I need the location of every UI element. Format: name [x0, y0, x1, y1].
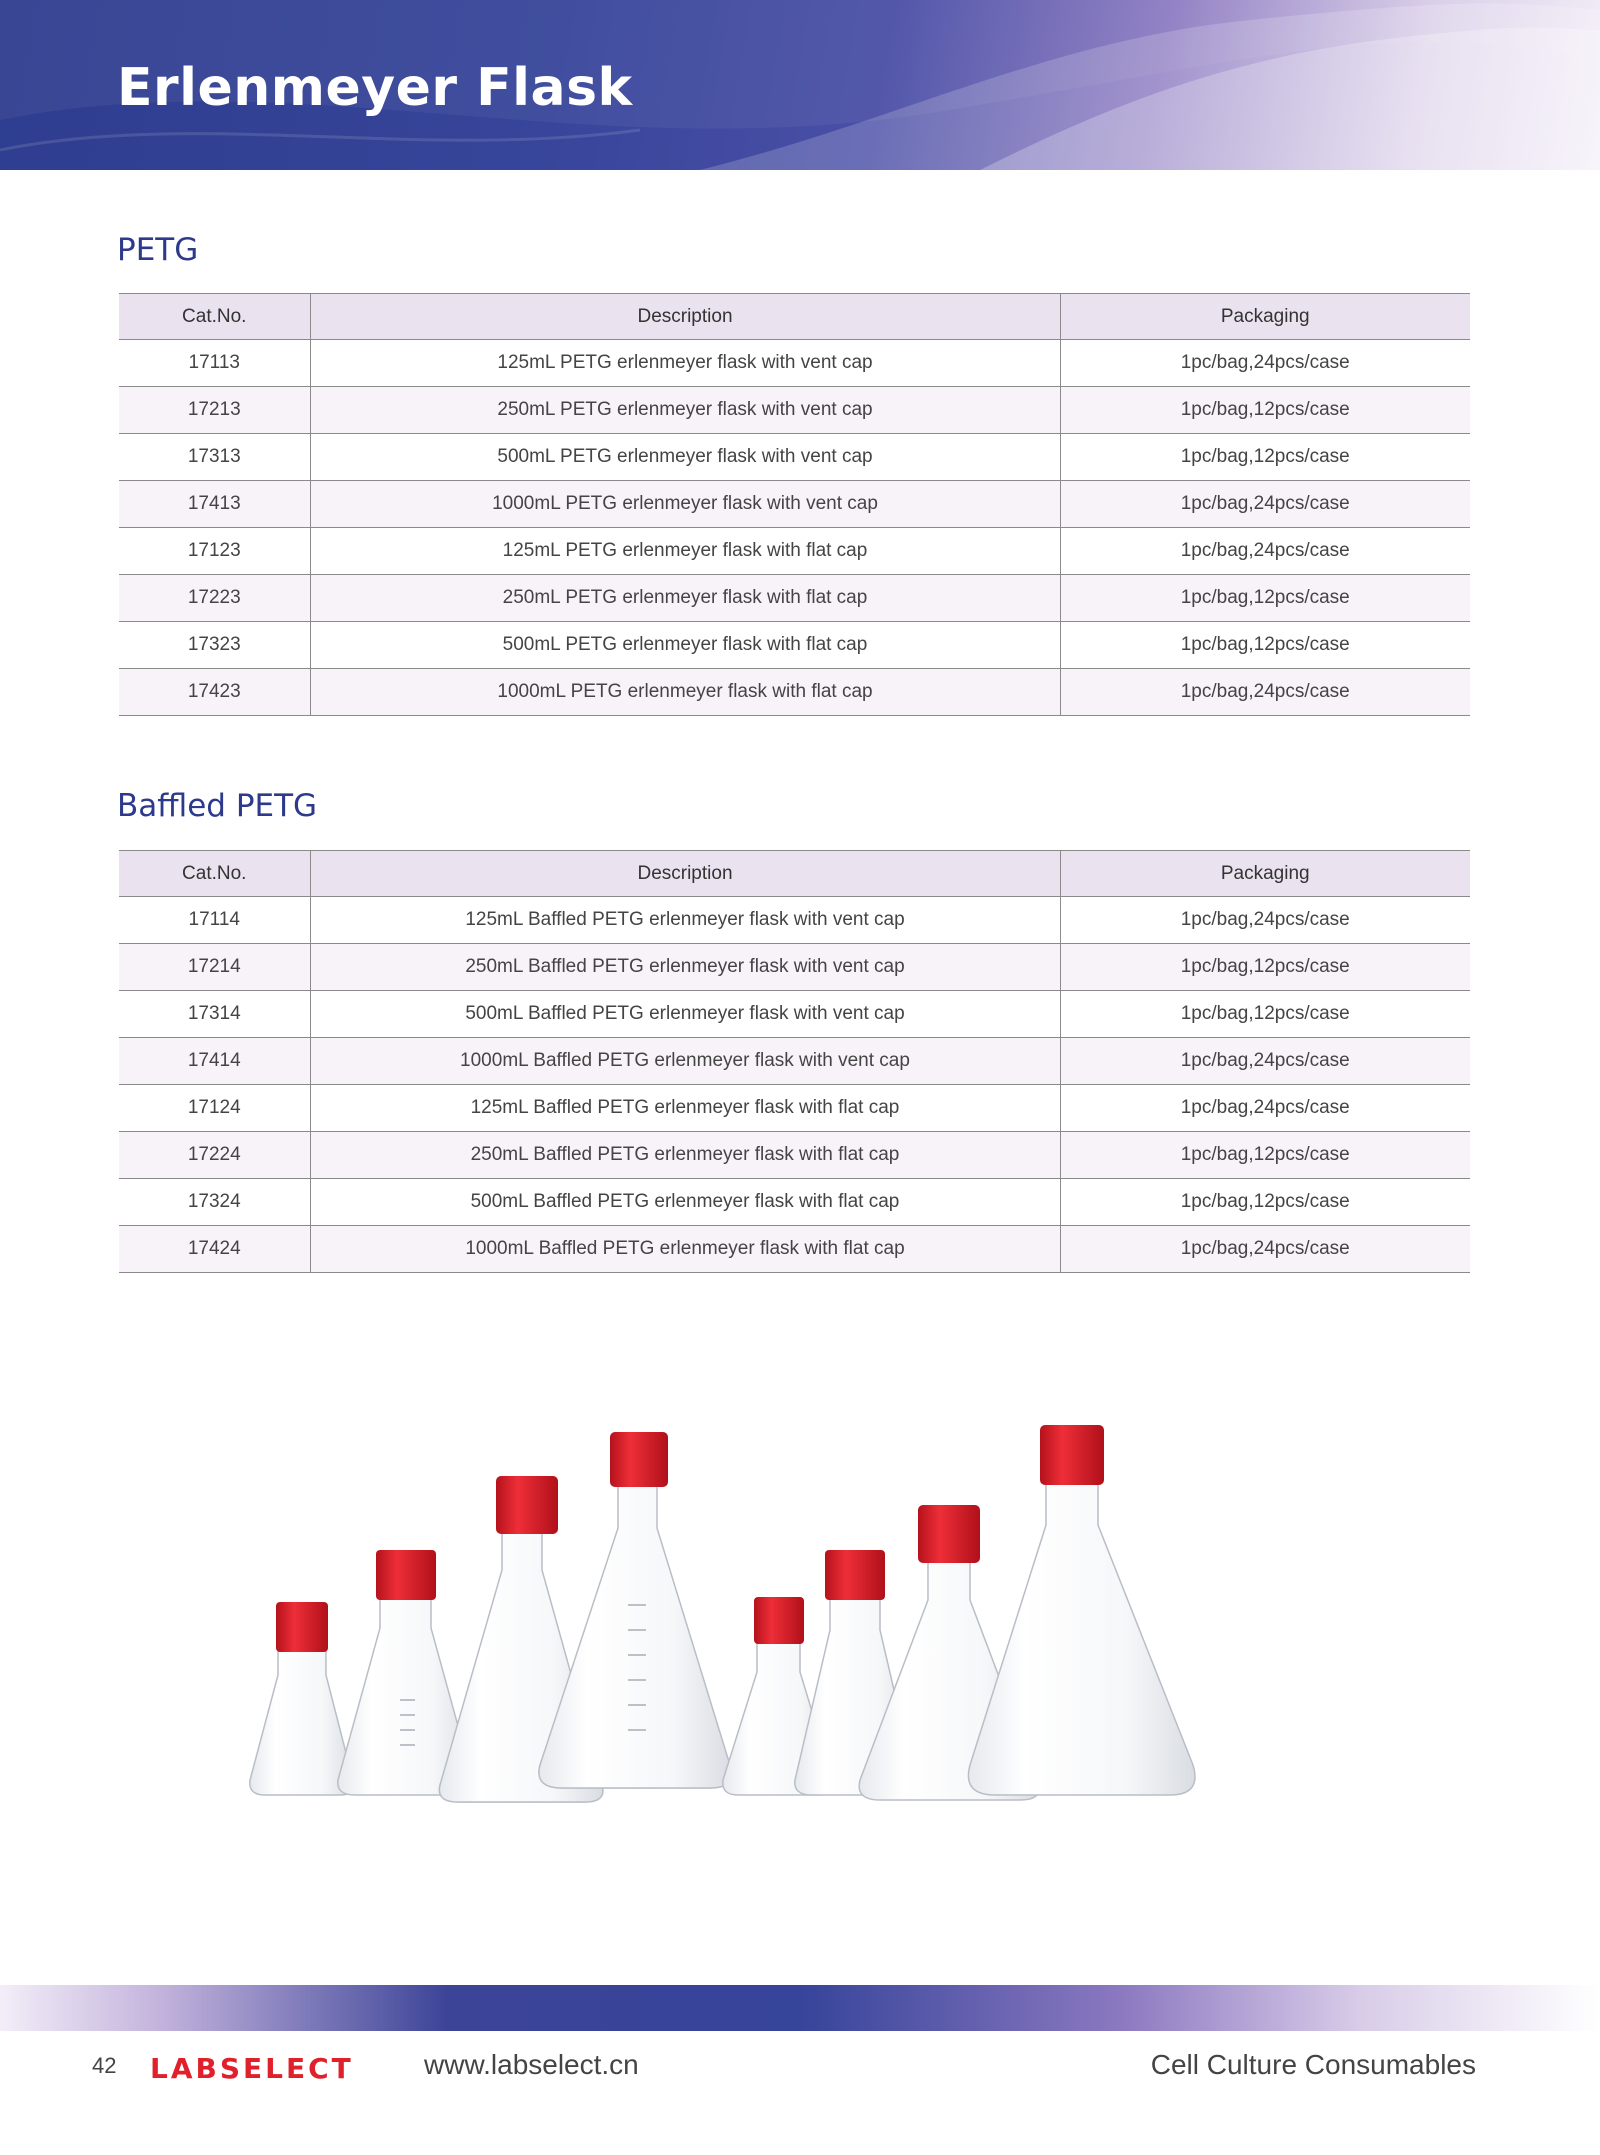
- cat-no-cell: 17223: [119, 575, 310, 622]
- table-row: [119, 622, 1470, 669]
- packaging-cell: 1pc/bag,24pcs/case: [1060, 897, 1470, 944]
- section-title-petg: PETG: [117, 232, 199, 268]
- description-cell: 125mL Baffled PETG erlenmeyer flask with flat cap: [310, 1085, 1060, 1132]
- cat-no-cell: 17114: [119, 897, 310, 944]
- description-cell: 500mL Baffled PETG erlenmeyer flask with vent cap: [310, 991, 1060, 1038]
- cat-no-cell: 17113: [119, 340, 310, 387]
- description-cell: 500mL Baffled PETG erlenmeyer flask with flat cap: [310, 1179, 1060, 1226]
- table-row: [119, 575, 1470, 622]
- svg-text:LABSELECT: LABSELECT: [150, 2052, 354, 2084]
- section-title-baffled-petg: Baffled PETG: [117, 788, 318, 824]
- description-cell: 250mL Baffled PETG erlenmeyer flask with vent cap: [310, 944, 1060, 991]
- table-header-row: [119, 294, 1470, 340]
- cat-no-cell: 17123: [119, 528, 310, 575]
- table-row: [119, 991, 1470, 1038]
- description-cell: 125mL Baffled PETG erlenmeyer flask with vent cap: [310, 897, 1060, 944]
- packaging-cell: 1pc/bag,12pcs/case: [1060, 944, 1470, 991]
- flask-product-photo: [240, 1410, 1390, 1820]
- column-header-packaging: Packaging: [1060, 294, 1470, 340]
- table-row: [119, 528, 1470, 575]
- table-row: [119, 1226, 1470, 1273]
- column-header-description: Description: [310, 294, 1060, 340]
- cat-no-cell: 17414: [119, 1038, 310, 1085]
- flask-1000ml-icon: [539, 1432, 732, 1788]
- table-row: [119, 434, 1470, 481]
- description-cell: 250mL Baffled PETG erlenmeyer flask with flat cap: [310, 1132, 1060, 1179]
- column-header-cat-no: Cat.No.: [119, 851, 310, 897]
- packaging-cell: 1pc/bag,12pcs/case: [1060, 1179, 1470, 1226]
- description-cell: 1000mL PETG erlenmeyer flask with flat cap: [310, 669, 1060, 716]
- petg-product-table: [119, 293, 1470, 716]
- page-title: Erlenmeyer Flask: [117, 58, 633, 118]
- cat-no-cell: 17124: [119, 1085, 310, 1132]
- cat-no-cell: 17313: [119, 434, 310, 481]
- table-row: [119, 1085, 1470, 1132]
- packaging-cell: 1pc/bag,12pcs/case: [1060, 387, 1470, 434]
- packaging-cell: 1pc/bag,24pcs/case: [1060, 669, 1470, 716]
- packaging-cell: 1pc/bag,12pcs/case: [1060, 434, 1470, 481]
- description-cell: 250mL PETG erlenmeyer flask with vent cap: [310, 387, 1060, 434]
- packaging-cell: 1pc/bag,12pcs/case: [1060, 991, 1470, 1038]
- flask-125ml-icon: [250, 1602, 354, 1795]
- description-cell: 1000mL PETG erlenmeyer flask with vent cap: [310, 481, 1060, 528]
- table-row: [119, 944, 1470, 991]
- cat-no-cell: 17423: [119, 669, 310, 716]
- website-link[interactable]: www.labselect.cn: [424, 2049, 639, 2080]
- table-row: [119, 340, 1470, 387]
- table-header-row: [119, 851, 1470, 897]
- flask-baffled-1000ml-icon: [968, 1425, 1195, 1795]
- header-banner: [0, 0, 1600, 170]
- cat-no-cell: 17323: [119, 622, 310, 669]
- cat-no-cell: 17324: [119, 1179, 310, 1226]
- packaging-cell: 1pc/bag,12pcs/case: [1060, 622, 1470, 669]
- column-header-packaging: Packaging: [1060, 851, 1470, 897]
- description-cell: 250mL PETG erlenmeyer flask with flat cap: [310, 575, 1060, 622]
- packaging-cell: 1pc/bag,24pcs/case: [1060, 481, 1470, 528]
- cat-no-cell: 17413: [119, 481, 310, 528]
- table-row: [119, 1179, 1470, 1226]
- table-row: [119, 1038, 1470, 1085]
- description-cell: 1000mL Baffled PETG erlenmeyer flask with flat cap: [310, 1226, 1060, 1273]
- packaging-cell: 1pc/bag,24pcs/case: [1060, 528, 1470, 575]
- cat-no-cell: 17214: [119, 944, 310, 991]
- table-row: [119, 1132, 1470, 1179]
- page-number: 42: [92, 2053, 117, 2078]
- table-row: [119, 387, 1470, 434]
- description-cell: 500mL PETG erlenmeyer flask with vent cap: [310, 434, 1060, 481]
- baffled-petg-product-table: [119, 850, 1470, 1273]
- column-header-cat-no: Cat.No.: [119, 294, 310, 340]
- packaging-cell: 1pc/bag,12pcs/case: [1060, 575, 1470, 622]
- description-cell: 125mL PETG erlenmeyer flask with flat cap: [310, 528, 1060, 575]
- description-cell: 125mL PETG erlenmeyer flask with vent cap: [310, 340, 1060, 387]
- footer-band: [0, 1985, 1600, 2031]
- cat-no-cell: 17224: [119, 1132, 310, 1179]
- column-header-description: Description: [310, 851, 1060, 897]
- catalog-category: Cell Culture Consumables: [1150, 2049, 1476, 2080]
- packaging-cell: 1pc/bag,24pcs/case: [1060, 340, 1470, 387]
- packaging-cell: 1pc/bag,24pcs/case: [1060, 1038, 1470, 1085]
- packaging-cell: 1pc/bag,24pcs/case: [1060, 1226, 1470, 1273]
- cat-no-cell: 17424: [119, 1226, 310, 1273]
- table-row: [119, 481, 1470, 528]
- packaging-cell: 1pc/bag,12pcs/case: [1060, 1132, 1470, 1179]
- table-row: [119, 669, 1470, 716]
- description-cell: 1000mL Baffled PETG erlenmeyer flask with vent cap: [310, 1038, 1060, 1085]
- cat-no-cell: 17213: [119, 387, 310, 434]
- description-cell: 500mL PETG erlenmeyer flask with flat cap: [310, 622, 1060, 669]
- table-row: [119, 897, 1470, 944]
- labselect-logo: [150, 2050, 372, 2084]
- packaging-cell: 1pc/bag,24pcs/case: [1060, 1085, 1470, 1132]
- cat-no-cell: 17314: [119, 991, 310, 1038]
